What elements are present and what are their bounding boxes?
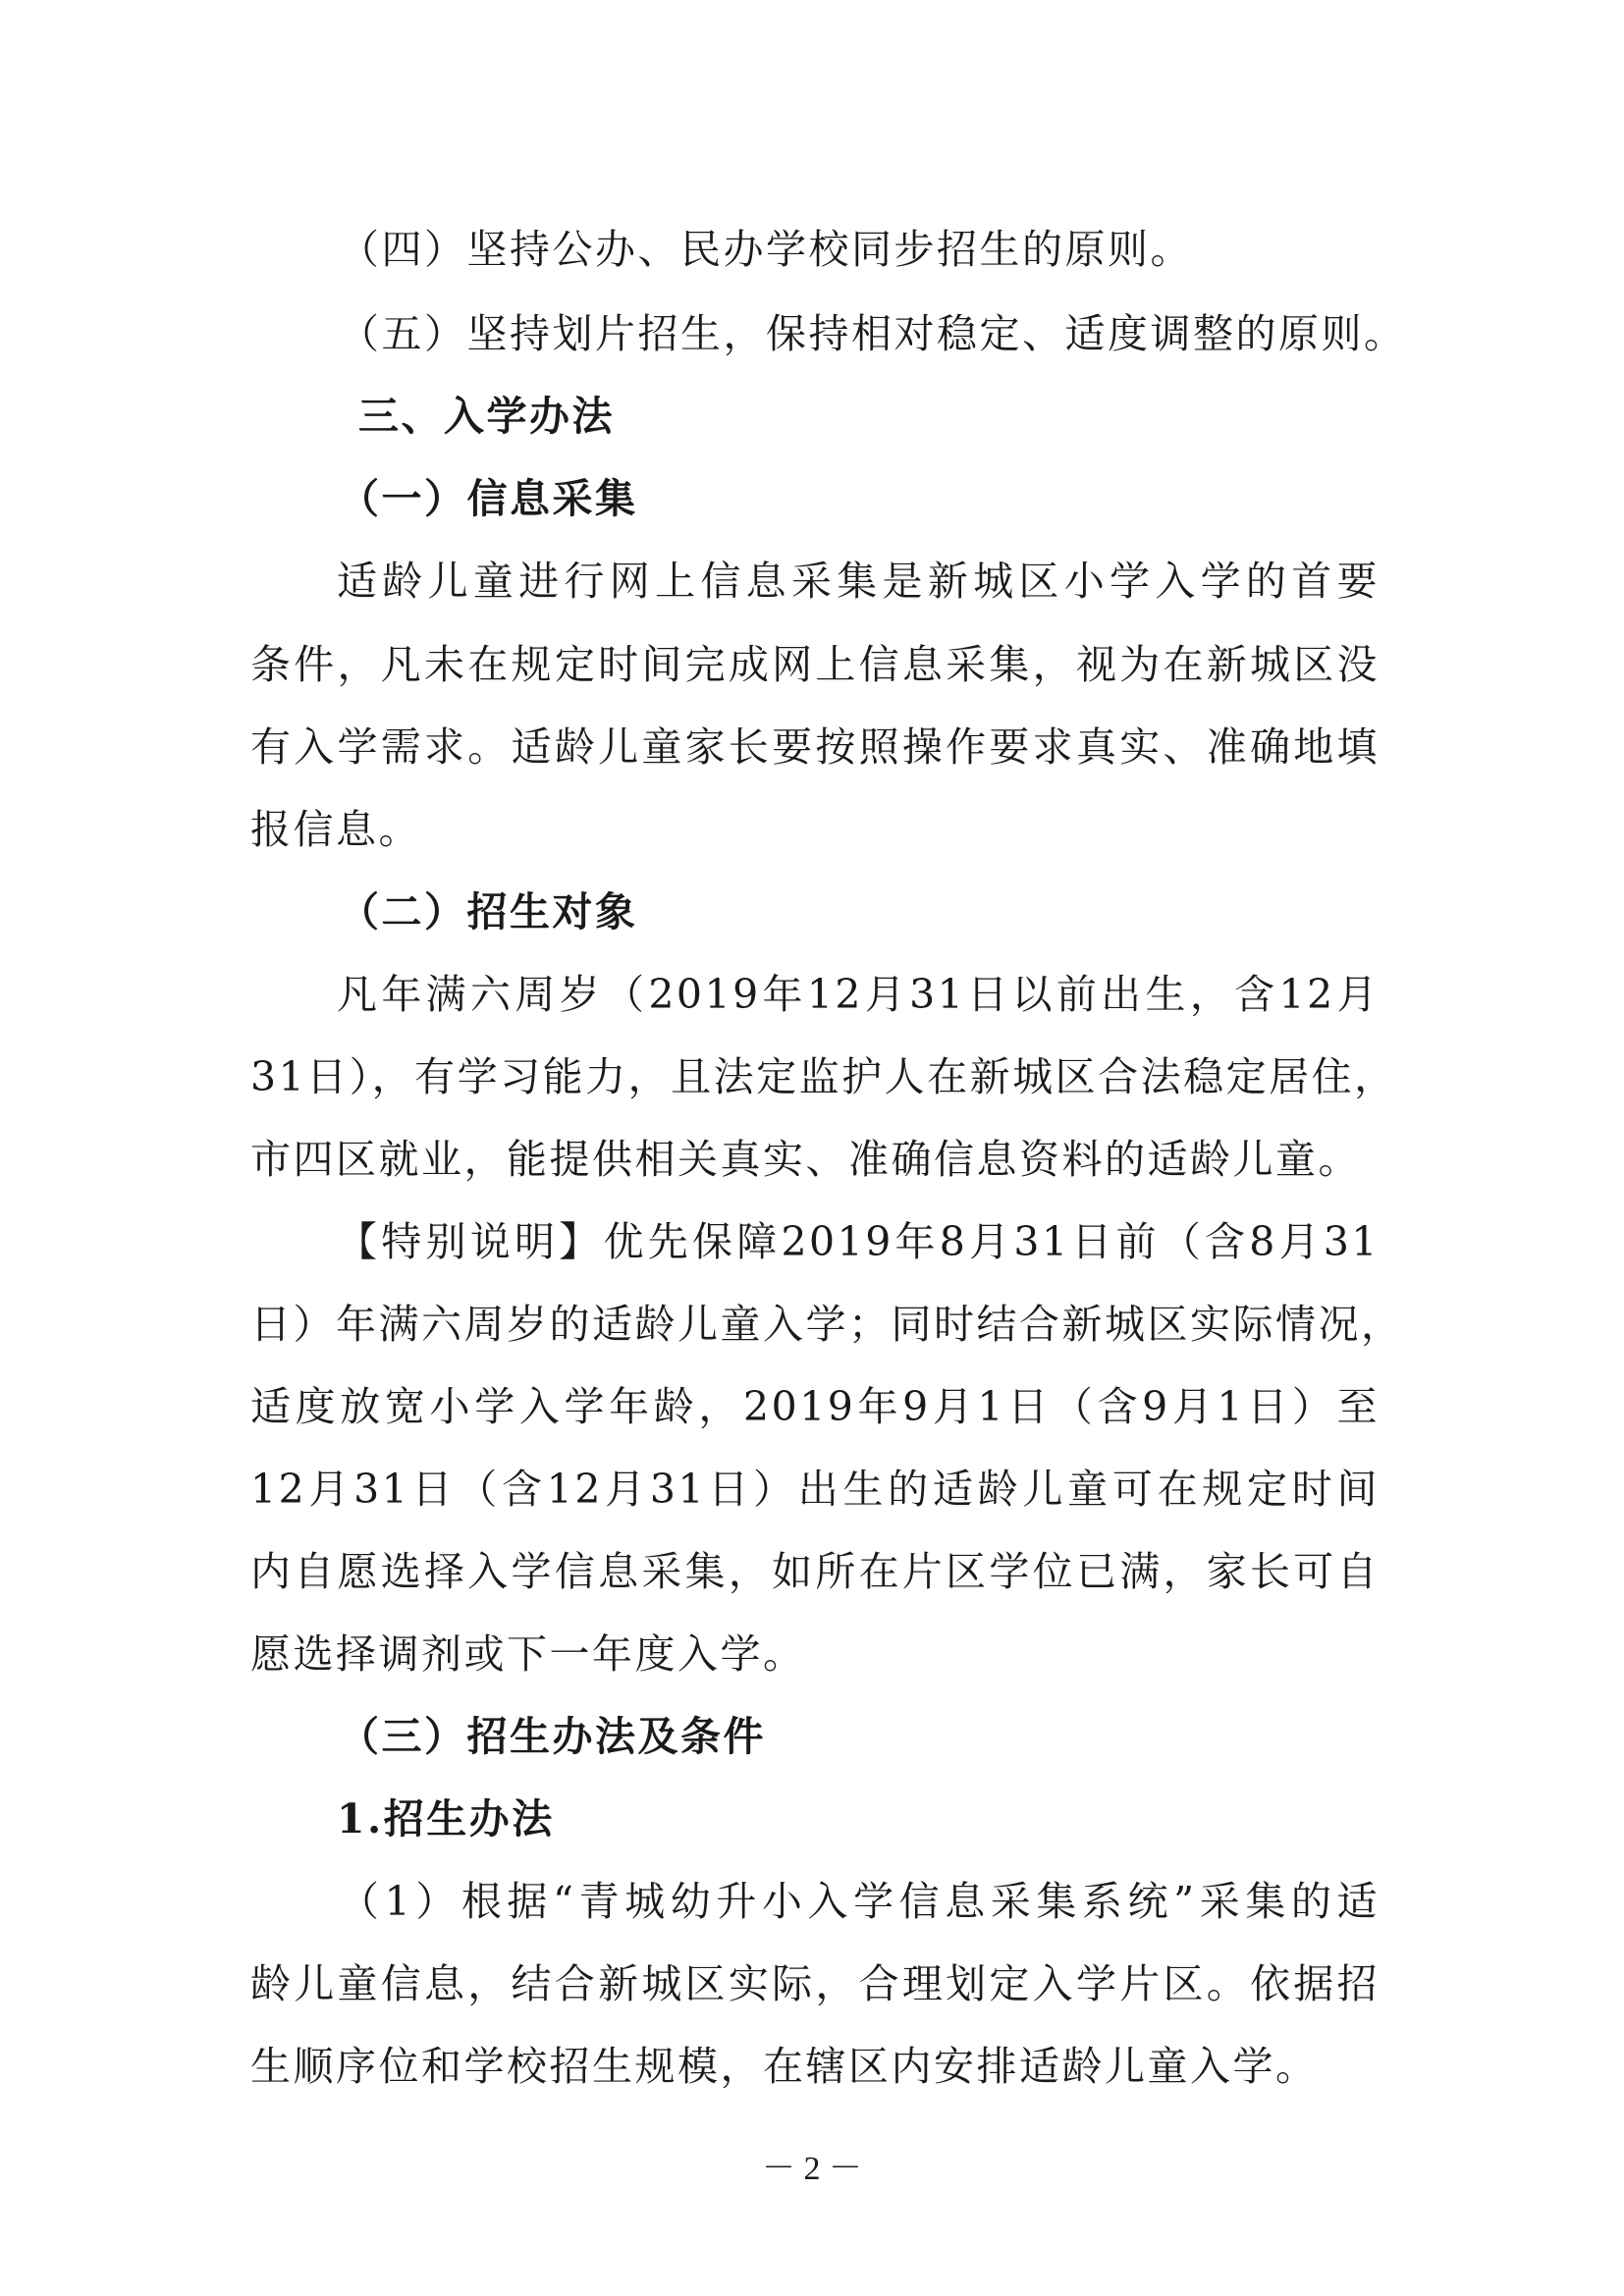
item-heading-1: 1.招生办法 bbox=[337, 1795, 555, 1842]
special-note-line-5: 内自愿选择入学信息采集，如所在片区学位已满，家长可自 bbox=[250, 1548, 1380, 1595]
paragraph-2-line-3: 市四区就业，能提供相关真实、准确信息资料的适龄儿童。 bbox=[250, 1136, 1361, 1183]
subsection-heading-3: （三）招生办法及条件 bbox=[339, 1713, 766, 1760]
paragraph-3-line-2: 龄儿童信息，结合新城区实际，合理划定入学片区。依据招 bbox=[250, 1960, 1380, 2007]
subsection-heading-1: （一）信息采集 bbox=[339, 475, 638, 522]
special-note-line-4: 12月31日（含12月31日）出生的适龄儿童可在规定时间 bbox=[250, 1466, 1380, 1513]
subsection-heading-2: （二）招生对象 bbox=[339, 888, 638, 935]
text-line-2: （五）坚持划片招生，保持相对稳定、适度调整的原则。 bbox=[339, 310, 1407, 357]
special-note-line-3: 适度放宽小学入学年龄，2019年9月1日（含9月1日）至 bbox=[250, 1383, 1380, 1430]
section-heading-3: 三、入学办法 bbox=[358, 393, 615, 440]
text-line-1: （四）坚持公办、民办学校同步招生的原则。 bbox=[339, 226, 1193, 273]
paragraph-1-line-3: 有入学需求。适龄儿童家长要按照操作要求真实、准确地填 bbox=[250, 723, 1380, 771]
paragraph-1-line-4: 报信息。 bbox=[250, 806, 421, 853]
paragraph-1-line-2: 条件，凡未在规定时间完成网上信息采集，视为在新城区没 bbox=[250, 641, 1380, 688]
paragraph-2-line-2: 31日），有学习能力，且法定监护人在新城区合法稳定居住， bbox=[250, 1053, 1397, 1100]
page-number: － 2 － bbox=[762, 2151, 862, 2187]
paragraph-2-line-1: 凡年满六周岁（2019年12月31日以前出生，含12月 bbox=[337, 971, 1380, 1018]
special-note-line-6: 愿选择调剂或下一年度入学。 bbox=[250, 1630, 806, 1678]
paragraph-1-line-1: 适龄儿童进行网上信息采集是新城区小学入学的首要 bbox=[337, 558, 1380, 605]
paragraph-3-line-1: （1）根据“青城幼升小入学信息采集系统”采集的适 bbox=[339, 1878, 1380, 1925]
paragraph-3-line-3: 生顺序位和学校招生规模，在辖区内安排适龄儿童入学。 bbox=[250, 2043, 1319, 2090]
special-note-line-1: 【特别说明】优先保障2019年8月31日前（含8月31 bbox=[337, 1218, 1380, 1265]
special-note-line-2: 日）年满六周岁的适龄儿童入学；同时结合新城区实际情况， bbox=[250, 1301, 1404, 1348]
